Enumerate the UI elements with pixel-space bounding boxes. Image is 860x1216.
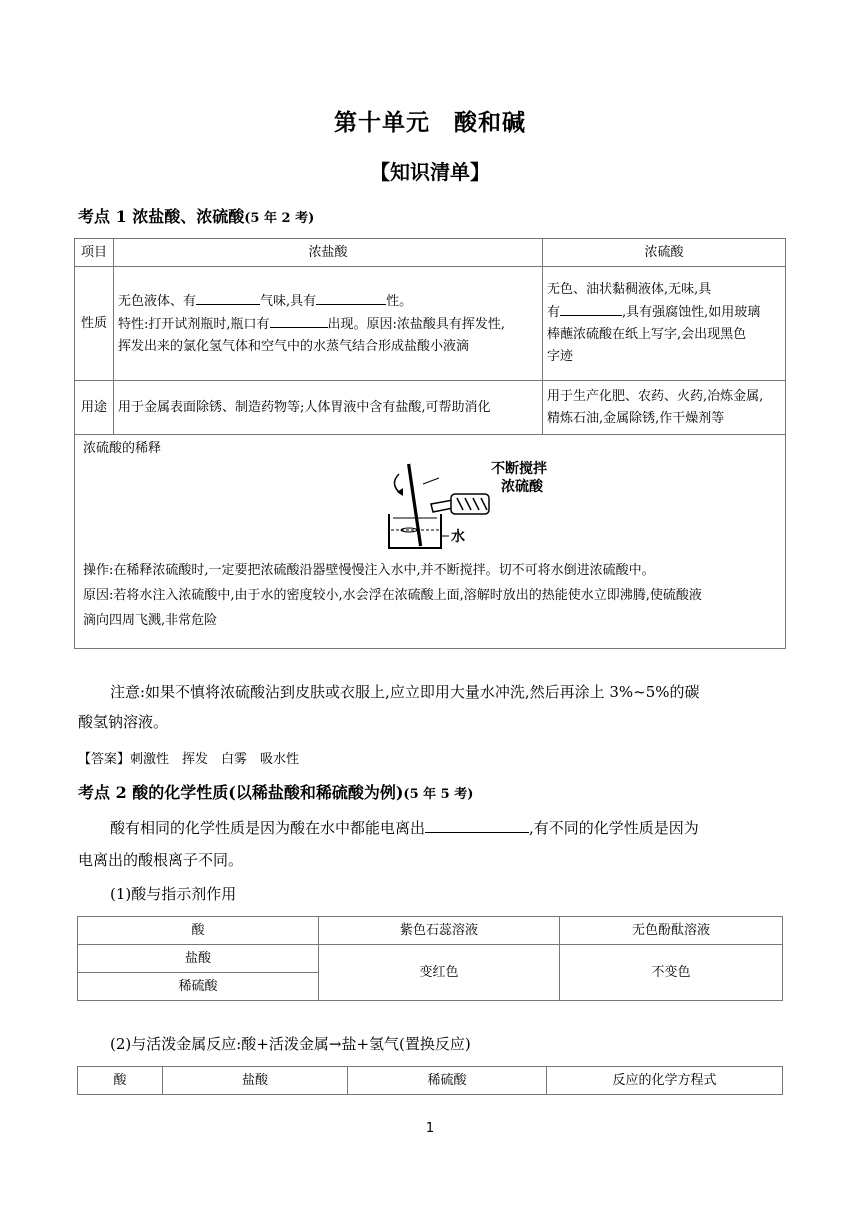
dilution-reason: 原因:若将水注入浓硫酸中,由于水的密度较小,水会浮在浓硫酸上面,溶解时放出的热能使水立即沸腾,使硫酸液	[83, 588, 702, 603]
hcl-prop-text: 特性:打开试剂瓶时,瓶口有	[118, 316, 270, 332]
hcl-prop-text: 气味,具有	[260, 293, 317, 309]
header-equation: 反应的化学方程式	[547, 1067, 783, 1095]
answer-blank	[425, 818, 529, 833]
subheading-indicator: (1)酸与指示剂作用	[110, 885, 237, 903]
point2-heading-note: (5 年 5 考)	[403, 787, 474, 802]
dilution-operation: 操作:在稀释浓硫酸时,一定要把浓硫酸沿器壁慢慢注入水中,并不断搅拌。切不可将水倒进浓硫酸中。	[83, 563, 655, 578]
row-h2so4: 稀硫酸	[78, 973, 319, 1001]
label-water: 水	[451, 529, 465, 545]
h2so4-prop-text: 棒蘸浓硫酸在纸上写字,会出现黑色	[547, 327, 747, 342]
h2so4-property-cell	[543, 267, 786, 381]
dilution-title: 浓硫酸的稀释	[83, 441, 162, 456]
litmus-result: 变红色	[319, 945, 560, 1001]
row-use-label: 用途	[75, 381, 114, 435]
intro-text: 酸有相同的化学性质是因为酸在水中都能电离出	[110, 819, 426, 837]
h2so4-use-text: 用于生产化肥、农药、火药,冶炼金属,	[547, 388, 764, 404]
dilution-cell	[75, 435, 786, 649]
stir-rod	[409, 464, 421, 546]
subheading-metal: (2)与活泼金属反应:酸+活泼金属→盐+氢气(置换反应)	[110, 1035, 471, 1053]
point1-heading-text: 考点 1 浓盐酸、浓硫酸	[78, 207, 245, 226]
hcl-prop-text: 性。	[386, 293, 413, 309]
point1-heading-note: (5 年 2 考)	[244, 211, 315, 226]
header-acid: 酸	[78, 917, 319, 945]
label-acid: 浓硫酸	[501, 479, 543, 495]
unit-title: 第十单元 酸和碱	[334, 109, 526, 136]
page-number: 1	[425, 1121, 435, 1136]
answer-blank	[560, 301, 622, 316]
header-item: 项目	[75, 239, 114, 267]
h2so4-use-text: 精炼石油,金属除锈,作干燥剂等	[547, 410, 725, 426]
intro-line-1	[110, 814, 699, 843]
answer-blank	[316, 290, 386, 305]
header-h2so4: 浓硫酸	[543, 239, 786, 267]
h2so4-use-cell	[543, 381, 786, 435]
header-litmus: 紫色石蕊溶液	[319, 917, 560, 945]
beaker-icon	[389, 514, 441, 548]
header-acid: 酸	[78, 1067, 163, 1095]
header-hcl: 浓盐酸	[114, 239, 543, 267]
note-line-2: 酸氢钠溶液。	[78, 713, 169, 731]
hcl-prop-text: 无色液体、有	[118, 293, 197, 309]
hcl-prop-text: 挥发出来的氯化氢气体和空气中的水蒸气结合形成盐酸小液滴	[118, 338, 470, 354]
answer-line: 【答案】刺激性 挥发 白雾 吸水性	[78, 752, 300, 767]
answer-blank	[196, 290, 260, 305]
dilution-figure	[83, 460, 777, 558]
row-hcl: 盐酸	[78, 945, 319, 973]
hcl-use-cell: 用于金属表面除锈、制造药物等;人体胃液中含有盐酸,可帮助消化	[114, 381, 543, 435]
note-line-1: 注意:如果不慎将浓硫酸沾到皮肤或衣服上,应立即用大量水冲洗,然后再涂上 3%~5%的碳	[110, 683, 700, 701]
indicator-table	[77, 916, 783, 1001]
h2so4-prop-text: 有	[547, 305, 561, 320]
hcl-prop-text: 出现。原因:浓盐酸具有挥发性,	[327, 316, 506, 332]
point2-heading	[78, 780, 473, 803]
intro-text: ,有不同的化学性质是因为	[529, 819, 699, 837]
point2-heading-text: 考点 2 酸的化学性质(以稀盐酸和稀硫酸为例)	[78, 783, 404, 802]
hcl-property-cell	[114, 267, 543, 381]
acid-properties-table	[74, 238, 786, 649]
phenol-result: 不变色	[560, 945, 783, 1001]
label-stir: 不断搅拌	[491, 461, 547, 477]
h2so4-prop-text: ,具有强腐蚀性,如用玻璃	[622, 305, 761, 320]
pouring-flask-icon	[431, 500, 453, 512]
dilution-reason: 滴向四周飞溅,非常危险	[83, 613, 218, 628]
h2so4-prop-text: 字迹	[547, 349, 574, 364]
row-property-label: 性质	[75, 267, 114, 381]
answer-blank	[270, 313, 328, 328]
metal-reaction-table	[77, 1066, 783, 1095]
header-hcl: 盐酸	[163, 1067, 348, 1095]
header-phenolphthalein: 无色酚酞溶液	[560, 917, 783, 945]
h2so4-prop-text: 无色、油状黏稠液体,无味,具	[547, 282, 712, 297]
intro-line-2: 电离出的酸根离子不同。	[78, 851, 244, 869]
header-h2so4: 稀硫酸	[348, 1067, 547, 1095]
section-subtitle: 【知识清单】	[370, 160, 490, 184]
point1-heading	[78, 204, 314, 227]
